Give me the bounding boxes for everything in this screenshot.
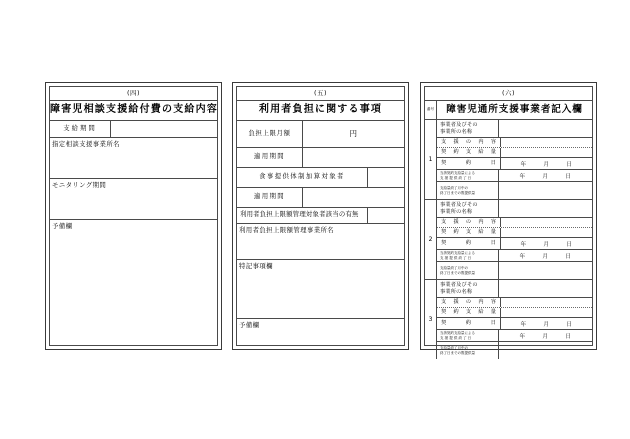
monitoring-kikan-label: モニタリング期間: [52, 180, 107, 189]
row-shien-teikyo-end: [437, 250, 592, 262]
keiyaku-bi-label: 契 約 日: [437, 238, 501, 249]
panel-body: [50, 121, 217, 346]
shien-teikyo-end-label: 当該契約支給量による 支 援 提 供 終 了 日: [437, 250, 499, 261]
panel-shien-kyufu: [45, 82, 222, 350]
keiyaku-shikyuryo-value[interactable]: [501, 148, 592, 157]
shien-naiyo-value[interactable]: [501, 218, 592, 227]
panel-riyosha-futan: [232, 82, 409, 350]
row-futan-jogen-getsugaku: [237, 121, 404, 148]
row-tokki-jiko: [237, 260, 404, 319]
shitei-jigyosho-value[interactable]: [50, 148, 217, 178]
keiyaku-bi-value[interactable]: 年 月 日: [520, 321, 573, 328]
panel-title-row: [50, 100, 217, 121]
jigyosha-name-label-line1: 事業者及びその: [440, 122, 478, 129]
row-jigyosha-name: [437, 280, 592, 298]
row-kiteikyoryo: [437, 182, 592, 199]
block-number: 2: [425, 200, 437, 279]
jigyosha-name-value[interactable]: [499, 200, 592, 217]
row-monitoring-kikan: [50, 179, 217, 220]
keiyaku-shikyuryo-label: 契 約 支 給 量: [437, 228, 501, 237]
row-keiyaku-bi: [437, 238, 592, 250]
shien-naiyo-label: 支 援 の 内 容: [437, 218, 501, 227]
row-keiyaku-shikyuryo: [437, 148, 592, 158]
tekiyo-kikan-1-label: 適用期間: [237, 148, 303, 167]
block-fields: [437, 120, 592, 199]
year-unit: 年: [520, 161, 527, 168]
number-column-header: [425, 101, 437, 120]
tekiyo-kikan-2-label: 適用期間: [237, 188, 303, 207]
row-jigyosha-name: [437, 120, 592, 138]
shikyu-kikan-label: 支給期間: [50, 121, 111, 137]
row-kanri-jigyosho: [237, 224, 404, 260]
block-number: 1: [425, 120, 437, 199]
panel-title-row: [425, 100, 592, 121]
row-shikyu-kikan: [50, 121, 217, 138]
futan-jogen-value[interactable]: [303, 121, 404, 147]
panel-number-label: (六): [501, 89, 516, 97]
kiteikyoryo-label: 支給量終了月中の 終了日までの既提供量: [437, 262, 499, 279]
keiyaku-shikyuryo-label: 契 約 支 給 量: [437, 308, 501, 317]
keiyaku-shikyuryo-value[interactable]: [501, 228, 592, 237]
jigyosha-name-label-line2: 事業所の名称: [440, 128, 473, 135]
row-keiyaku-bi: [437, 318, 592, 330]
block-fields: [437, 280, 592, 359]
row-jogengaku-kanri-umu: [237, 208, 404, 224]
shien-teikyo-end-value[interactable]: 年 月 日: [519, 333, 572, 340]
shien-naiyo-label: 支 援 の 内 容: [437, 298, 501, 307]
kiteikyoryo-label: 支給量終了月中の 終了日までの既提供量: [437, 342, 499, 359]
keiyaku-shikyuryo-value[interactable]: [501, 308, 592, 317]
keiyaku-bi-value[interactable]: 年 月 日: [520, 241, 573, 248]
shien-naiyo-value[interactable]: [501, 138, 592, 147]
tekiyo-kikan-2-value[interactable]: [303, 188, 404, 207]
row-shien-naiyo: [437, 138, 592, 148]
panel-tsusho-jigyosha: [420, 82, 597, 355]
panel-body: [237, 121, 404, 346]
yobi-value[interactable]: [237, 329, 404, 345]
panel-title: 障害児相談支援給付費の支給内容: [50, 103, 218, 115]
kiteikyoryo-value[interactable]: [499, 342, 592, 359]
row-keiyaku-shikyuryo: [437, 308, 592, 318]
panel-number-label: (五): [313, 89, 328, 97]
row-shien-teikyo-end: [437, 170, 592, 182]
tokki-jiko-label: 特記事項欄: [239, 261, 273, 270]
shien-teikyo-end-value[interactable]: 年 月 日: [519, 253, 572, 260]
number-column-header-text: 番号: [426, 106, 435, 111]
panel-title-row: [237, 100, 404, 121]
shien-teikyo-end-value[interactable]: 年 月 日: [519, 173, 572, 180]
row-yobi: [237, 319, 404, 346]
row-kiteikyoryo: [437, 262, 592, 279]
day-unit: 日: [566, 161, 573, 168]
jigyosha-block: [425, 280, 592, 359]
futan-jogen-label: 負担上限月額: [237, 121, 303, 147]
jigyosha-name-label: [437, 120, 499, 137]
kiteikyoryo-value[interactable]: [499, 262, 592, 279]
month-unit: 月: [543, 161, 550, 168]
shien-teikyo-end-label: 当該契約支給量による 支 援 提 供 終 了 日: [437, 170, 499, 181]
keiyaku-bi-label: 契 約 日: [437, 318, 501, 329]
tekiyo-kikan-1-value[interactable]: [303, 148, 404, 167]
row-tekiyo-kikan-1: [237, 148, 404, 168]
row-shien-naiyo: [437, 298, 592, 308]
jogengaku-kanri-umu-value[interactable]: [368, 208, 404, 223]
kiteikyoryo-value[interactable]: [499, 182, 592, 199]
row-shokuji-teikyo: [237, 168, 404, 188]
jogengaku-kanri-umu-label: 利用者負担上限額管理対象者該当の有無: [237, 208, 368, 223]
panel-title: 利用者負担に関する事項: [258, 103, 383, 115]
shokuji-teikyo-value[interactable]: [368, 168, 404, 187]
shokuji-teikyo-label: 食事提供体制加算対象者: [237, 168, 368, 187]
row-kiteikyoryo: [437, 342, 592, 359]
keiyaku-bi-value[interactable]: [501, 158, 592, 169]
yobi-value[interactable]: [50, 230, 217, 345]
tokki-jiko-value[interactable]: [237, 270, 404, 318]
jigyosha-name-value[interactable]: [499, 280, 592, 297]
jigyosha-name-label: 事業者及びその 事業所の名称: [437, 280, 499, 297]
yen-unit-label: 円: [349, 129, 358, 138]
monitoring-kikan-value[interactable]: [50, 189, 217, 219]
row-yobi: [50, 220, 217, 346]
jigyosha-block: [425, 200, 592, 280]
keiyaku-bi-label: 契 約 日: [437, 158, 501, 169]
jigyosha-block: [425, 120, 592, 200]
kiteikyoryo-label: 支給量終了月中の 終了日までの既提供量: [437, 182, 499, 199]
shien-naiyo-label: 支 援 の 内 容: [437, 138, 501, 147]
shitei-jigyosho-label: 指定相談支援事業所名: [52, 139, 120, 148]
row-jigyosha-name: [437, 200, 592, 218]
row-shien-naiyo: [437, 218, 592, 228]
jigyosha-name-label: 事業者及びその 事業所の名称: [437, 200, 499, 217]
panel-title: 障害児通所支援事業者記入欄: [446, 103, 583, 115]
row-tekiyo-kikan-2: [237, 188, 404, 208]
panel-body: [425, 120, 592, 355]
yobi-label: 予備欄: [239, 320, 260, 329]
row-shitei-jigyosho: [50, 138, 217, 179]
yobi-label: 予備欄: [52, 221, 73, 230]
shikyu-kikan-value[interactable]: [111, 121, 217, 137]
block-number: 3: [425, 280, 437, 359]
shien-teikyo-end-label: 当該契約支給量による 支 援 提 供 終 了 日: [437, 330, 499, 341]
kanri-jigyosho-value[interactable]: [237, 234, 404, 259]
block-fields: [437, 200, 592, 279]
shien-naiyo-value[interactable]: [501, 298, 592, 307]
row-keiyaku-shikyuryo: [437, 228, 592, 238]
keiyaku-shikyuryo-label: 契 約 支 給 量: [437, 148, 501, 157]
kanri-jigyosho-label: 利用者負担上限額管理事業所名: [239, 225, 335, 234]
panel-number-label: (四): [126, 89, 141, 97]
row-keiyaku-bi: [437, 158, 592, 170]
row-shien-teikyo-end: [437, 330, 592, 342]
jigyosha-name-value[interactable]: [499, 120, 592, 137]
